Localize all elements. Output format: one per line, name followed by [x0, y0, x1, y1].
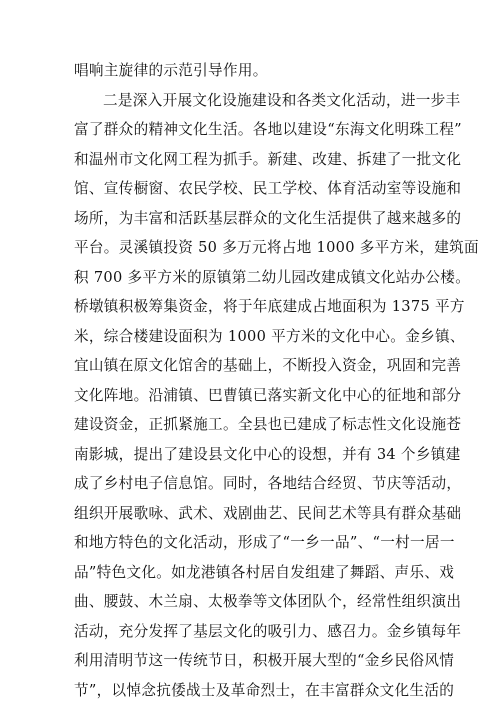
text-line: 利用清明节这一传统节日，积极开展大型的“金乡民俗风情 [74, 652, 455, 669]
paragraph-first-line: 二是深入开展文化设施建设和各类文化活动，进一步丰 [103, 91, 461, 109]
text-line: 富了群众的精神文化生活。各地以建设“东海文化明珠工程” [74, 121, 462, 138]
text-line: 宜山镇在原文化馆舍的基础上，不断投入资金，巩固和完善 [74, 357, 462, 374]
text-line: 节”，以悼念抗倭战士及革命烈士，在丰富群众文化生活的 [74, 681, 455, 699]
text-line: 南影城，提出了建设县文化中心的设想，并有 34 个乡镇建 [74, 445, 461, 463]
text-line: 米，综合楼建设面积为 1000 平方米的文化中心。金乡镇、 [74, 327, 465, 345]
body-text [74, 56, 479, 705]
text-line: 平台。灵溪镇投资 50 多万元将占地 1000 多平方米，建筑面 [74, 239, 479, 256]
text-line: 文化阵地。沿浦镇、巴曹镇已落实新文化中心的征地和部分 [74, 386, 462, 404]
text-line: 成了乡村电子信息馆。同时，各地结合经贸、节庆等活动， [74, 475, 462, 492]
text-line: 和地方特色的文化活动，形成了“一乡一品”、“一村一居一 [74, 534, 455, 551]
text-line: 积 700 多平方米的原镇第二幼儿园改建成镇文化站办公楼。 [74, 268, 471, 286]
text-line: 建设资金，正抓紧施工。全县也已建成了标志性文化设施苍 [74, 416, 462, 433]
text-line: 活动，充分发挥了基层文化的吸引力、感召力。金乡镇每年 [74, 622, 462, 640]
text-line: 曲、腰鼓、木兰扇、太极拳等文体团队个，经常性组织演出 [74, 593, 462, 610]
text-line: 唱响主旋律的示范引导作用。 [74, 62, 268, 79]
text-line: 桥墩镇积极筹集资金，将于年底建成占地面积为 1375 平方 [74, 298, 465, 315]
text-line: 馆、宣传橱窗、农民学校、民工学校、体育活动室等设施和 [74, 180, 462, 197]
text-line: 品”特色文化。如龙港镇各村居自发组建了舞蹈、声乐、戏 [74, 563, 455, 581]
text-line: 场所，为丰富和活跃基层群众的文化生活提供了越来越多的 [74, 209, 462, 227]
text-line: 组织开展歌咏、武术、戏剧曲艺、民间艺术等具有群众基础 [74, 504, 462, 522]
text-line: 和温州市文化网工程为抓手。新建、改建、拆建了一批文化 [74, 150, 462, 168]
